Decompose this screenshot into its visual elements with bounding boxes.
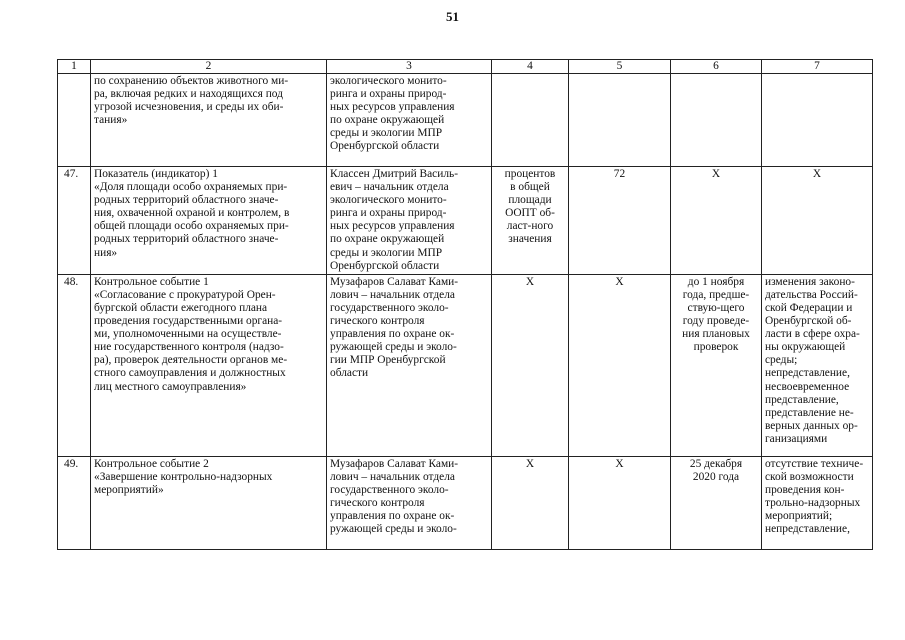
- table-row: [58, 274, 873, 456]
- column-header-4: 4: [492, 60, 569, 74]
- page-number: 51: [446, 9, 459, 24]
- unit-of-measure: Х: [492, 274, 569, 456]
- column-header-6: 6: [671, 60, 762, 74]
- risks: Х: [762, 167, 873, 275]
- responsible-person: экологического монито- ринга и охраны природ- ных ресурсов управления по охране окружающей среды и экологии МПР Оренбургской области: [327, 74, 492, 167]
- responsible-person: Музафаров Салават Ками- лович – начальник отдела государственного эколо- гического контроля управления по охране ок- ружающей среды и эколо-: [327, 456, 492, 549]
- column-header-3: 3: [327, 60, 492, 74]
- deadline: [671, 74, 762, 167]
- row-number: [58, 74, 91, 167]
- table-row: [58, 74, 873, 167]
- deadline: 25 декабря 2020 года: [671, 456, 762, 549]
- target-value: 72: [569, 167, 671, 275]
- responsible-person: Классен Дмитрий Василь- евич – начальник отдела экологического монито- ринга и охраны природ- ных ресурсов управления по охране окружающей среды и экологии МПР Оренбургской области: [327, 167, 492, 275]
- target-value: Х: [569, 456, 671, 549]
- unit-of-measure: [492, 74, 569, 167]
- item-name: Контрольное событие 2 «Завершение контрольно-надзорных мероприятий»: [91, 456, 327, 549]
- item-name: Контрольное событие 1 «Согласование с прокуратурой Орен- бургской области ежегодного плана проведения государственными органа- ми, уполномоченными на осуществле- ние государственного контроля (надзо- ра), проверок деятельности органов ме- стного самоуправления и должностных лиц местного самоуправления»: [91, 274, 327, 456]
- table-row: [58, 456, 873, 549]
- column-header-1: 1: [58, 60, 91, 74]
- unit-of-measure: Х: [492, 456, 569, 549]
- row-number: 47.: [58, 167, 91, 275]
- deadline: Х: [671, 167, 762, 275]
- target-value: [569, 74, 671, 167]
- plan-table: [57, 59, 873, 550]
- unit-of-measure: процентов в общей площади ООПТ об- ласт-ного значения: [492, 167, 569, 275]
- risks: изменения законо- дательства Россий- ской Федерации и Оренбургской об- ласти в сфере охра- ны окружающей среды; непредставление, несвоевременное представление, представление не- верных данных ор- ганизациями: [762, 274, 873, 456]
- risks: отсутствие техниче- ской возможности проведения кон- трольно-надзорных мероприятий; непредставление,: [762, 456, 873, 549]
- deadline: до 1 ноября года, предше- ствую-щего году проведе- ния плановых проверок: [671, 274, 762, 456]
- row-number: 49.: [58, 456, 91, 549]
- item-name: Показатель (индикатор) 1 «Доля площади особо охраняемых при- родных территорий областного значе- ния, охваченной охраной и контролем, в общей площади особо охраняемых при- родных территорий областного значе- ния»: [91, 167, 327, 275]
- table-row: [58, 167, 873, 275]
- column-header-7: 7: [762, 60, 873, 74]
- column-header-2: 2: [91, 60, 327, 74]
- column-header-row: [58, 60, 873, 74]
- item-name: по сохранению объектов животного ми- ра, включая редких и находящихся под угрозой исчезновения, и среды их оби- тания»: [91, 74, 327, 167]
- target-value: Х: [569, 274, 671, 456]
- responsible-person: Музафаров Салават Ками- лович – начальник отдела государственного эколо- гического контроля управления по охране ок- ружающей среды и эколо- гии МПР Оренбургской области: [327, 274, 492, 456]
- column-header-5: 5: [569, 60, 671, 74]
- row-number: 48.: [58, 274, 91, 456]
- risks: [762, 74, 873, 167]
